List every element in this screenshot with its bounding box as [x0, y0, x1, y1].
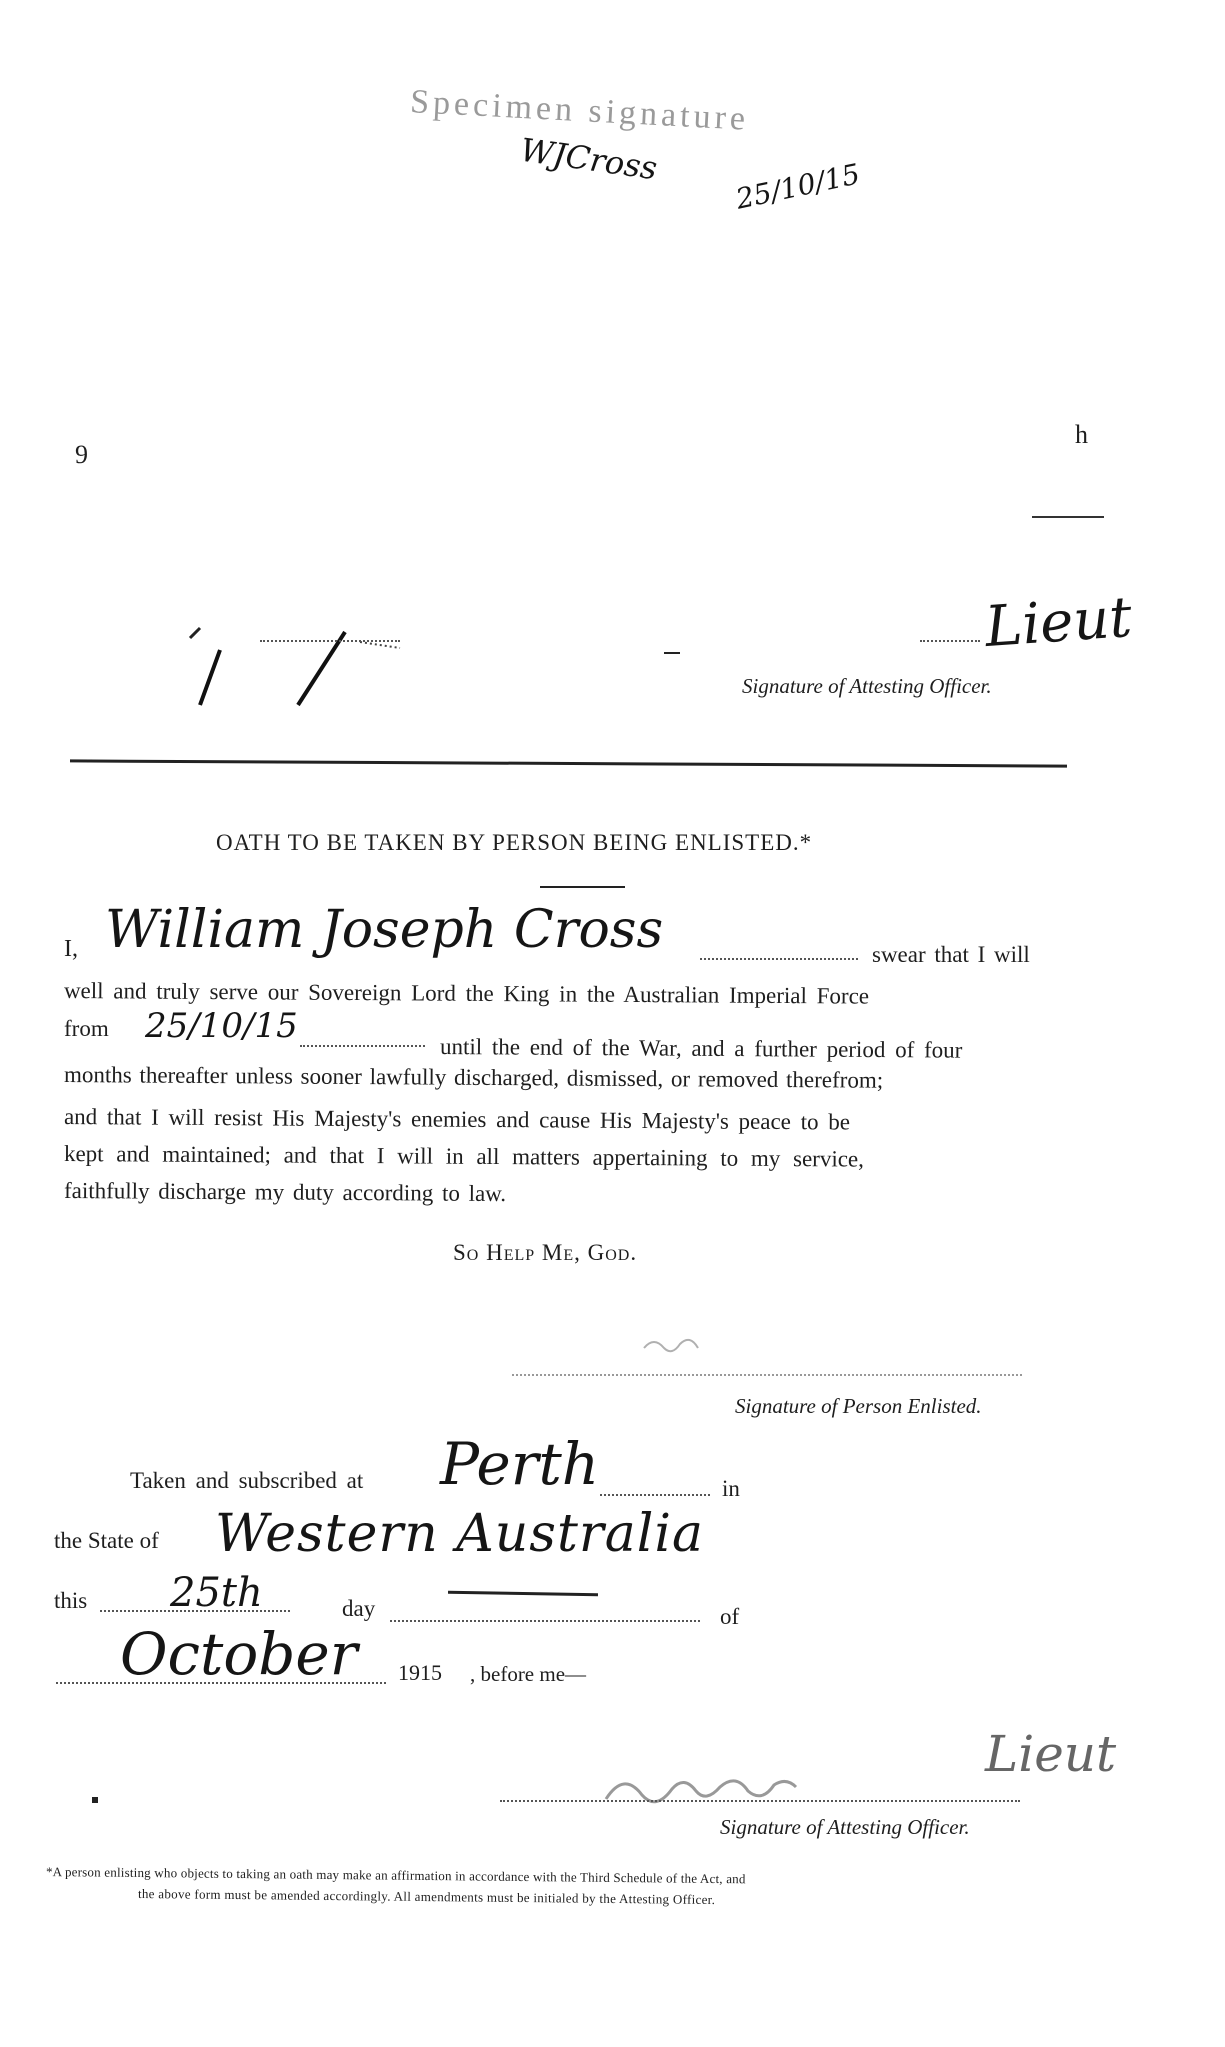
upper-officer-caption: Signature of Attesting Officer.: [742, 674, 992, 698]
oath-line-2: well and truly serve our Sovereign Lord the King in the Australian Imperial Force: [63, 978, 870, 1009]
specimen-date: 25/10/15: [732, 157, 863, 216]
oath-heading: OATH TO BE TAKEN BY PERSON BEING ENLISTED.*: [216, 830, 813, 855]
oath-swear-text: swear that I will: [872, 942, 1030, 967]
of-dotted-line: [390, 1620, 700, 1622]
faint-signature-mark: [640, 1328, 720, 1358]
oath-closing: So Help Me, God.: [453, 1240, 638, 1265]
enlisted-signature-line: [512, 1374, 1022, 1376]
day-blank-dash: [448, 1591, 598, 1597]
specimen-signature-stamp: Specimen signature: [409, 83, 750, 138]
name-dotted-line: [700, 958, 858, 960]
bullet-mark: [92, 1797, 98, 1803]
date-strokes-mark: [120, 610, 420, 720]
lower-officer-rank-handwritten: Lieut: [985, 1725, 1117, 1783]
day-handwritten: 25th: [170, 1570, 263, 1616]
year: 1915: [398, 1660, 442, 1685]
upper-officer-signature-line: [920, 640, 980, 642]
lower-officer-caption: Signature of Attesting Officer.: [720, 1815, 970, 1839]
oath-line-7: faithfully discharge my duty according to law.: [63, 1178, 507, 1207]
date-dotted-line: [260, 640, 400, 642]
oath-line-6: kept and maintained; and that I will in all matters appertaining to my service,: [63, 1141, 865, 1172]
oath-from-word: from: [64, 1016, 109, 1041]
from-date-handwritten: 25/10/15: [145, 1006, 298, 1046]
oath-line-4: months thereafter unless sooner lawfully discharged, dismissed, or removed therefrom;: [63, 1062, 884, 1093]
state-prefix: the State of: [54, 1528, 159, 1553]
place-dotted-line: [600, 1494, 710, 1496]
stray-mark-right: h: [1075, 420, 1088, 449]
upper-officer-rank-handwritten: Lieut: [982, 584, 1134, 661]
enlistee-name-handwritten: William Joseph Cross: [105, 900, 664, 960]
lower-officer-signature-line: [500, 1800, 1020, 1802]
heading-underline: [540, 886, 625, 888]
oath-line-5: and that I will resist His Majesty's enemies and cause His Majesty's peace to be: [63, 1104, 851, 1135]
footnote-line-1: *A person enlisting who objects to taking an oath may make an affirmation in accordance with the Third Schedule of the Act, and: [45, 1864, 746, 1887]
day-dotted-line: [100, 1610, 290, 1612]
enlisted-signature-caption: Signature of Person Enlisted.: [735, 1394, 982, 1418]
from-date-dotted-line: [300, 1045, 425, 1047]
officer-signature-scribble: [600, 1765, 900, 1815]
state-handwritten: Western Australia: [215, 1504, 704, 1564]
taken-in-word: in: [722, 1476, 740, 1501]
taken-prefix: Taken and subscribed at: [130, 1468, 364, 1493]
place-handwritten: Perth: [440, 1430, 600, 1498]
oath-pronoun: I,: [64, 936, 78, 962]
day-word: day: [342, 1596, 376, 1621]
dash-mark: [664, 652, 680, 654]
section-divider: [70, 759, 1067, 767]
this-word: this: [54, 1588, 88, 1613]
of-word: of: [720, 1604, 740, 1629]
stray-line: [1032, 516, 1104, 518]
month-dotted-line: [56, 1682, 386, 1684]
stray-mark-left: 9: [75, 440, 88, 469]
specimen-initials: WJCross: [518, 130, 660, 188]
month-handwritten: October: [120, 1620, 358, 1688]
before-me: , before me—: [470, 1662, 587, 1686]
footnote-line-2: the above form must be amended accordingly. All amendments must be initialed by the Attesting Officer.: [137, 1886, 716, 1908]
oath-line-3: until the end of the War, and a further period of four: [439, 1034, 963, 1063]
